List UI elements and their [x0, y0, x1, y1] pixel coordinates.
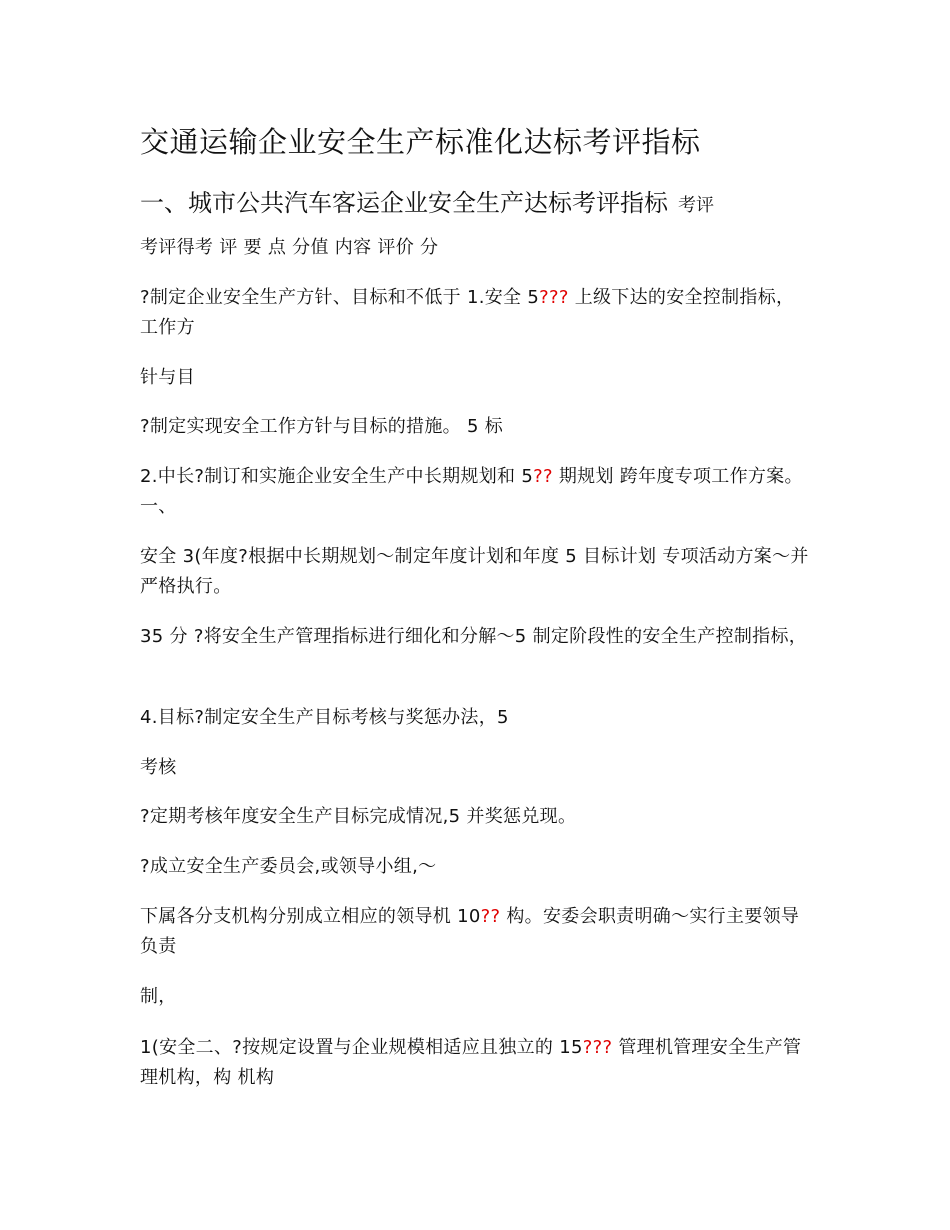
paragraph-text: 期规划 跨年度专项工作方案。 一、 — [140, 466, 803, 517]
section-heading-text: 一、城市公共汽车客运企业安全生产达标考评指标 — [140, 189, 668, 217]
paragraph — [140, 283, 810, 343]
section-heading — [140, 186, 714, 223]
paragraph-text: 考核 — [140, 757, 177, 778]
paragraph — [140, 363, 810, 393]
paragraph-text: ?成立安全生产委员会,或领导小组,～ — [140, 856, 437, 877]
paragraph — [140, 233, 810, 263]
unknown-glyph-marker: ??? — [582, 1037, 613, 1058]
section-heading-trailing: 考评 — [678, 195, 714, 216]
paragraph — [140, 412, 810, 442]
paragraph-text: 制， — [140, 986, 177, 1007]
paragraph — [140, 703, 810, 733]
paragraph — [140, 462, 810, 522]
document-title: 交通运输企业安全生产标准化达标考评指标 — [140, 125, 701, 159]
paragraph-text: 构。安委会职责明确～实行主要领导负责 — [140, 906, 800, 957]
paragraph-text: ?定期考核年度安全生产目标完成情况,5 并奖惩兑现。 — [140, 806, 577, 827]
paragraph — [140, 852, 810, 882]
unknown-glyph-marker: ?? — [533, 466, 553, 487]
paragraph-text: 2.中长?制订和实施企业安全生产中长期规划和 5 — [140, 466, 534, 487]
paragraph-text: ?制定实现安全工作方针与目标的措施。 5 标 — [140, 416, 504, 437]
paragraph-text: 1(安全二、?按规定设置与企业规模相适应且独立的 15 — [140, 1037, 583, 1058]
unknown-glyph-marker: ??? — [539, 287, 569, 308]
paragraph-text: 考评得考 评 要 点 分值 内容 评价 分 — [140, 237, 439, 258]
paragraph-text: 针与目 — [140, 367, 195, 388]
paragraph — [140, 753, 810, 783]
paragraph-text: 管理机管理安全生产管理机构，构 机构 — [140, 1037, 802, 1088]
paragraph-text: 上级下达的安全控制指标，工作方 — [140, 287, 795, 338]
paragraph — [140, 1033, 810, 1093]
paragraph — [140, 542, 810, 602]
unknown-glyph-marker: ?? — [480, 906, 501, 927]
paragraph-text: 下属各分支机构分别成立相应的领导机 10 — [140, 906, 481, 927]
paragraph-text: 35 分 ?将安全生产管理指标进行细化和分解～5 制定阶段性的安全生产控制指标， — [140, 626, 808, 647]
paragraph — [140, 802, 810, 832]
paragraph-text: 4.目标?制定安全生产目标考核与奖惩办法，5 — [140, 707, 509, 728]
paragraph-text: ?制定企业安全生产方针、目标和不低于 1.安全 5 — [140, 287, 540, 308]
paragraph-text: 安全 3(年度?根据中长期规划～制定年度计划和年度 5 目标计划 专项活动方案～并严格执行。 — [140, 546, 809, 597]
paragraph — [140, 982, 810, 1012]
paragraph — [140, 622, 810, 652]
paragraph — [140, 902, 810, 962]
